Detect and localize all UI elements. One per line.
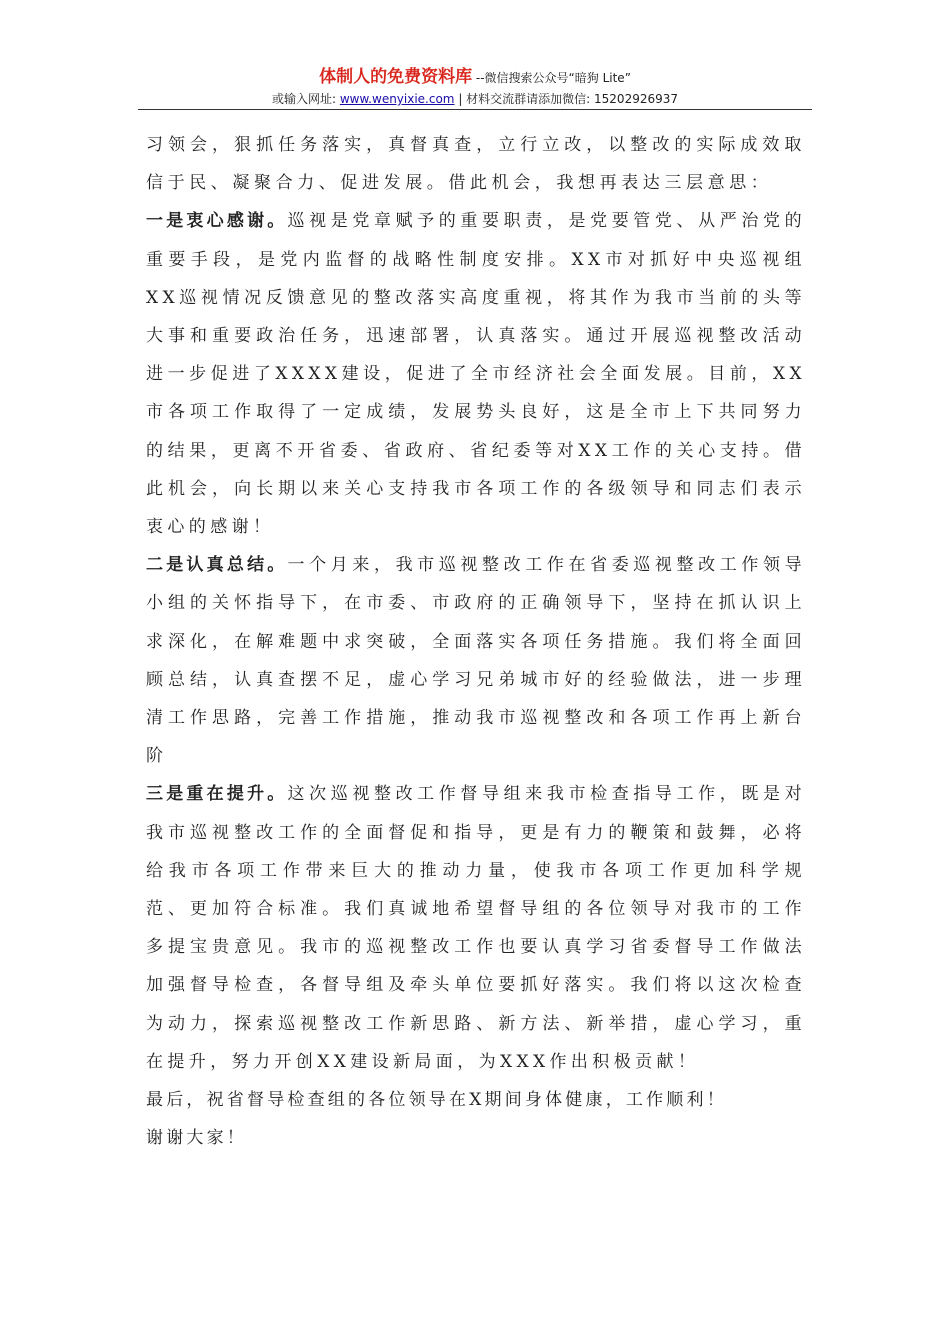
contact-info: | 材料交流群请添加微信: 15202926937 — [454, 92, 679, 106]
brand-title: 体制人的免费资料库 — [319, 67, 473, 87]
page-header — [0, 66, 950, 108]
section-lead-1: 一是衷心感谢。 — [146, 211, 288, 232]
section-text-3: 这次巡视整改工作督导组来我市检查指导工作，既是对我市巡视整改工作的全面督促和指导，更是有力的鞭策和鼓舞，必将给我市各项工作带来巨大的推动力量，使我市各项工作更加科学规范、更加符合标准。我们真诚地希望督导组的各位领导对我市的工作多提宝贵意见。我市的巡视整改工作也要认真学习省委督导工作做法加强督导检查，各督导组及牵头单位要抓好落实。我们将以这次检查为动力，探索巡视整改工作新思路、新方法、新举措，虚心学习，重在提升，努力开创XX建设新局面，为XXX作出积极贡献！ — [146, 784, 806, 1072]
section-text-1: 巡视是党章赋予的重要职责，是党要管党、从严治党的重要手段，是党内监督的战略性制度安排。XX市对抓好中央巡视组XX巡视情况反馈意见的整改落实高度重视，将其作为我市当前的头等大事和重要政治任务，迅速部署，认真落实。通过开展巡视整改活动进一步促进了XXXX建设，促进了全市经济社会全面发展。目前，XX市各项工作取得了一定成绩，发展势头良好，这是全市上下共同努力的结果，更离不开省委、省政府、省纪委等对XX工作的关心支持。借此机会，向长期以来关心支持我市各项工作的各级领导和同志们表示衷心的感谢！ — [146, 211, 806, 538]
document-body — [146, 126, 806, 1157]
section-paragraph-2 — [146, 546, 806, 775]
header-url-line — [0, 90, 950, 108]
thanks-paragraph: 谢谢大家！ — [146, 1128, 247, 1149]
section-lead-2: 二是认真总结。 — [146, 555, 288, 576]
section-text-2: 一个月来，我市巡视整改工作在省委巡视整改工作领导小组的关怀指导下，在市委、市政府的正确领导下，坚持在抓认识上求深化，在解难题中求突破，全面落实各项任务措施。我们将全面回顾总结，认真查摆不足，虚心学习兄弟城市好的经验做法，进一步理清工作思路，完善工作措施，推动我市巡视整改和各项工作再上新台阶 — [146, 555, 806, 767]
closing-paragraph: 最后，祝省督导检查组的各位领导在X期间身体健康，工作顺利！ — [146, 1090, 727, 1111]
website-link[interactable]: www.wenyixie.com — [339, 92, 455, 106]
intro-paragraph: 习领会，狠抓任务落实，真督真查，立行立改，以整改的实际成效取信于民、凝聚合力、促进发展。借此机会，我想再表达三层意思： — [146, 135, 806, 194]
section-lead-3: 三是重在提升。 — [146, 784, 288, 805]
section-paragraph-1 — [146, 202, 806, 546]
header-title-line — [0, 66, 950, 89]
header-tagline: --微信搜索公众号“暗狗 Lite” — [472, 71, 631, 85]
header-divider — [138, 109, 812, 110]
section-paragraph-3 — [146, 775, 806, 1081]
url-prefix: 或输入网址: — [271, 92, 340, 106]
